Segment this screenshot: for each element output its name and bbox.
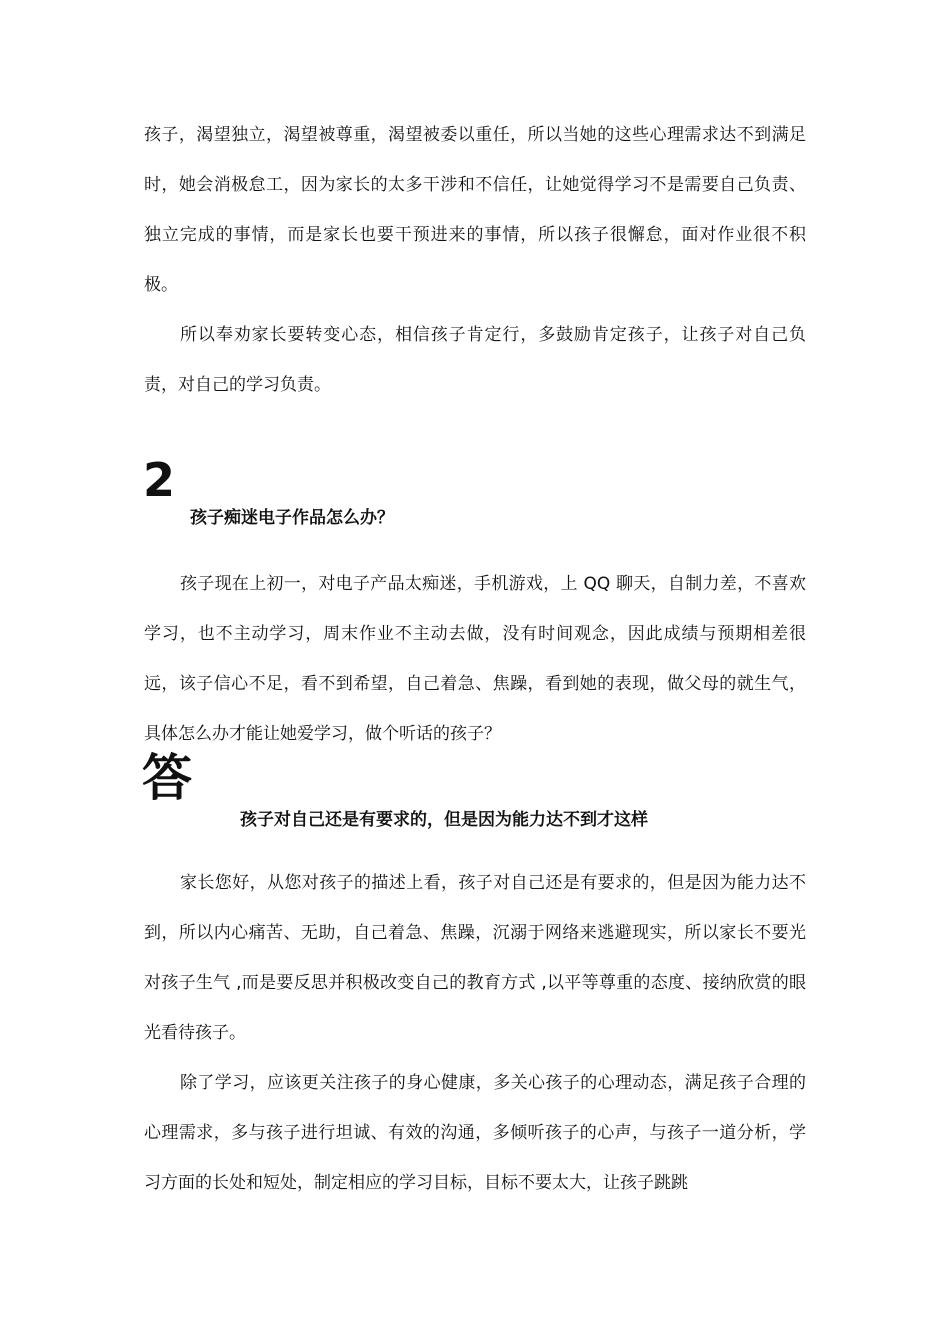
question-body: 孩子现在上初一，对电子产品太痴迷，手机游戏，上 QQ 聊天，自制力差，不喜欢学习，也不主动学习，周末作业不主动去做，没有时间观念，因此成绩与预期相差很远，该子信心不足，看不到希望，自己着急、焦躁，看到她的表现，做父母的就生气，具体怎么办才能让她爱学习，做个听话的孩子？ (144, 574, 806, 744)
answer-marker: 答 (142, 749, 192, 807)
answer-title: 孩子对自己还是有要求的，但是因为能力达不到才这样 (240, 810, 648, 830)
intro-paragraph-2: 所以奉劝家长要转变心态，相信孩子肯定行，多鼓励肯定孩子，让孩子对自己负责，对自己的学习负责。 (144, 325, 806, 395)
question-title: 孩子痴迷电子作品怎么办？ (190, 508, 394, 528)
answer-paragraph-1: 家长您好，从您对孩子的描述上看，孩子对自己还是有要求的，但是因为能力达不到，所以内心痛苦、无助，自己着急、焦躁，沉溺于网络来逃避现实，所以家长不要光对孩子生气 ,而是要反思并积极改变自己的教育方式 ,以平等尊重的态度、接纳欣赏的眼光看待孩子。 (144, 873, 806, 1043)
answer-paragraph-2: 除了学习，应该更关注孩子的身心健康，多关心孩子的心理动态，满足孩子合理的心理需求，多与孩子进行坦诚、有效的沟通，多倾听孩子的心声，与孩子一道分析，学习方面的长处和短处，制定相应的学习目标，目标不要太大，让孩子跳跳 (144, 1073, 806, 1193)
intro-paragraph-1: 孩子，渴望独立，渴望被尊重，渴望被委以重任，所以当她的这些心理需求达不到满足时，她会消极怠工，因为家长的太多干涉和不信任，让她觉得学习不是需要自己负责、独立完成的事情，而是家长也要干预进来的事情，所以孩子很懈怠，面对作业很不积极。 (144, 125, 806, 295)
question-number: 2 (143, 453, 176, 507)
